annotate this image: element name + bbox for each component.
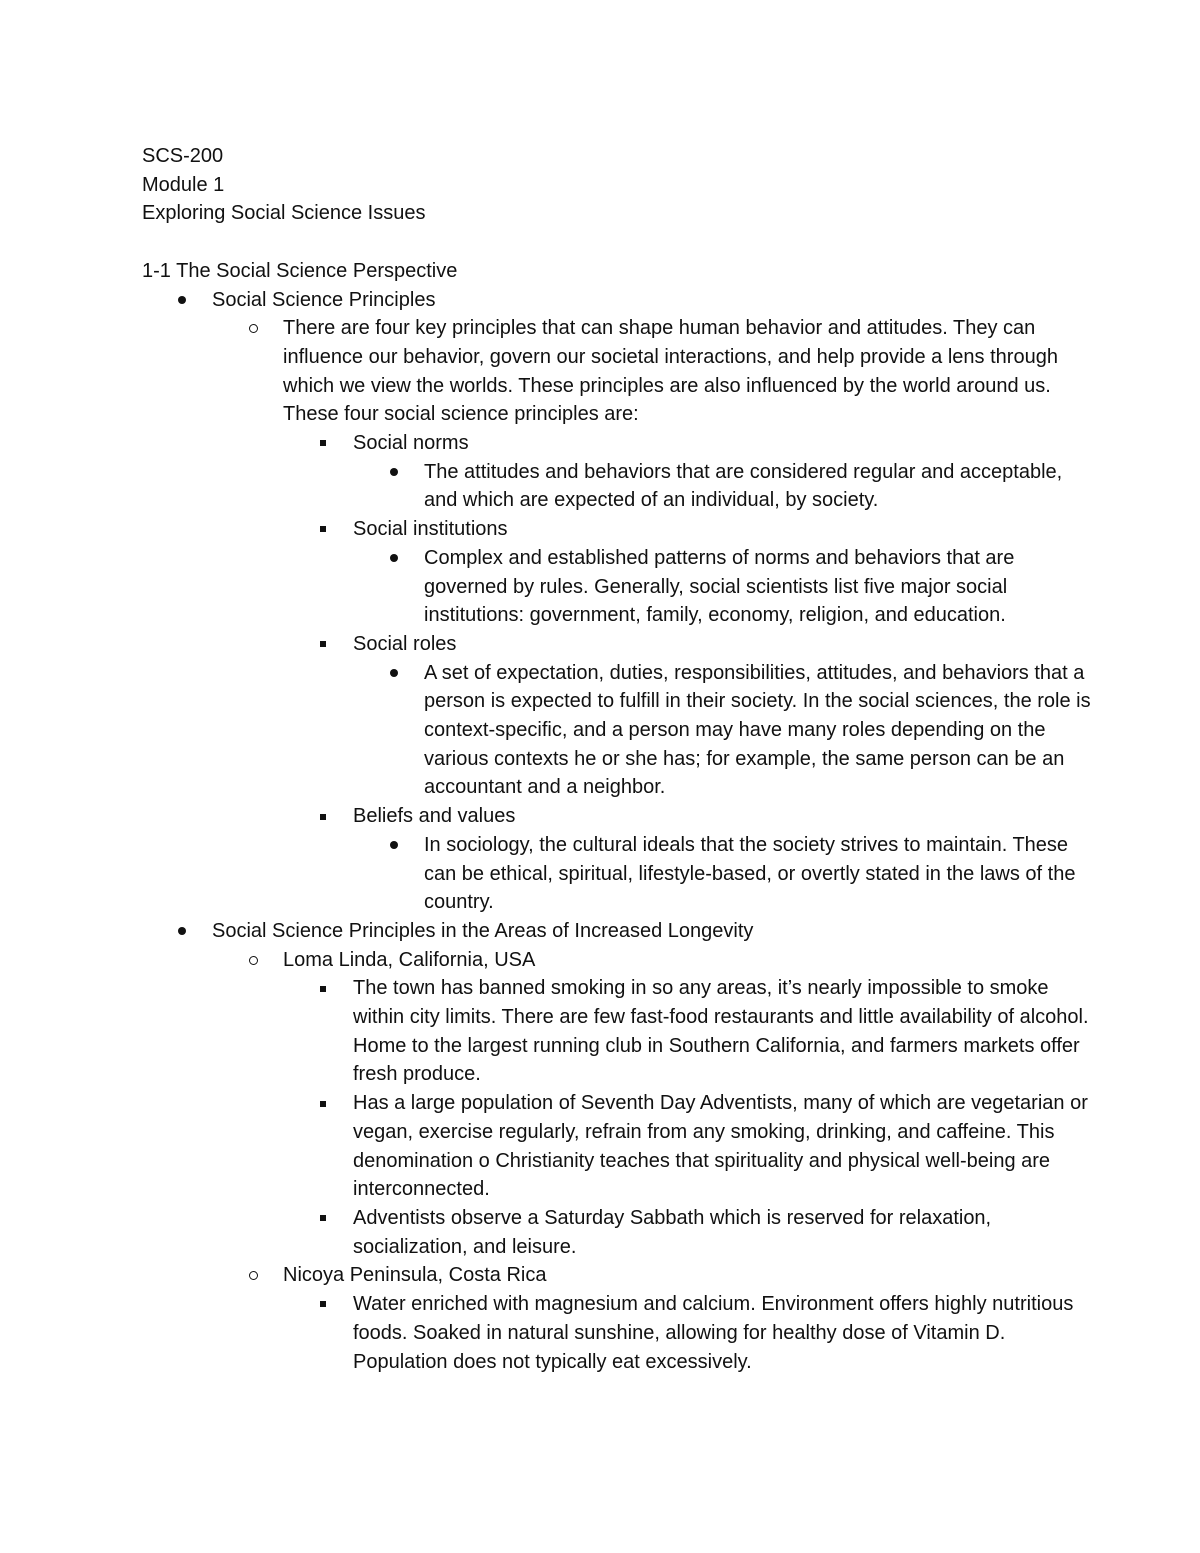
list-item-point: Water enriched with magnesium and calcium. Environment offers highly nutritious foods. Soaked in natural sunshine, allowing for healthy dose of Vitamin D. Population does not typically eat excessively. (353, 1290, 1092, 1376)
list-item-nicoya: Nicoya Peninsula, Costa Rica (283, 1261, 1092, 1290)
list-item-point: Adventists observe a Saturday Sabbath which is reserved for relaxation, socialization, and leisure. (353, 1204, 1092, 1261)
bullet-square-icon (313, 1204, 333, 1233)
list-item-definition: In sociology, the cultural ideals that the society strives to maintain. These can be ethical, spiritual, lifestyle-based, or overtly stated in the laws of the country. (424, 831, 1092, 917)
document-title: Exploring Social Science Issues (142, 202, 426, 225)
list-item-definition: The attitudes and behaviors that are considered regular and acceptable, and which are expected of an individual, by society. (424, 458, 1092, 515)
list-item-social-roles: Social roles (353, 630, 1092, 659)
bullet-dot-icon (172, 917, 192, 946)
list-item-principles: Social Science Principles (212, 286, 1092, 315)
module-label: Module 1 (142, 173, 225, 196)
list-item-definition: Complex and established patterns of norms and behaviors that are governed by rules. Generally, social scientists list five major social institutions: government, family, economy, religion, and education. (424, 544, 1092, 630)
list-item-social-institutions: Social institutions (353, 515, 1092, 544)
list-item-definition: A set of expectation, duties, responsibilities, attitudes, and behaviors that a person is expected to fulfill in their society. In the social sciences, the role is context-specific, and a person may have many roles depending on the various contexts he or she has; for example, the same person can be an accountant and a neighbor. (424, 659, 1092, 803)
bullet-dot-icon (384, 831, 404, 860)
list-item-beliefs-values: Beliefs and values (353, 802, 1092, 831)
list-item-point: The town has banned smoking in so any areas, it’s nearly impossible to smoke within city limits. There are few fast-food restaurants and little availability of alcohol. Home to the largest running club in Southern California, and farmers markets offer fresh produce. (353, 974, 1092, 1089)
bullet-square-icon (313, 515, 333, 544)
bullet-dot-icon (384, 458, 404, 487)
bullet-square-icon (313, 802, 333, 831)
bullet-dot-icon (384, 544, 404, 573)
list-item-social-norms: Social norms (353, 429, 1092, 458)
bullet-dot-icon (384, 659, 404, 688)
bullet-circle-icon (243, 314, 263, 343)
bullet-square-icon (313, 429, 333, 458)
document-body (142, 142, 1092, 1376)
bullet-square-icon (313, 1089, 333, 1118)
bullet-square-icon (313, 630, 333, 659)
course-code: SCS-200 (142, 145, 224, 167)
list-item-longevity: Social Science Principles in the Areas of Increased Longevity (212, 917, 1092, 946)
section-heading: 1-1 The Social Science Perspective (142, 259, 458, 282)
list-item-loma-linda: Loma Linda, California, USA (283, 946, 1092, 975)
bullet-square-icon (313, 1290, 333, 1319)
list-item-point: Has a large population of Seventh Day Adventists, many of which are vegetarian or vegan, exercise regularly, refrain from any smoking, drinking, and caffeine. This denomination o Christianity teaches that spirituality and physical well-being are interconnected. (353, 1089, 1092, 1204)
list-item-intro: There are four key principles that can shape human behavior and attitudes. They can influence our behavior, govern our societal interactions, and help provide a lens through which we view the worlds. These principles are also influenced by the world around us. These four social science principles are: (283, 314, 1092, 429)
bullet-square-icon (313, 974, 333, 1003)
bullet-circle-icon (243, 946, 263, 975)
bullet-dot-icon (172, 286, 192, 315)
bullet-circle-icon (243, 1261, 263, 1290)
spacer (142, 228, 1092, 257)
